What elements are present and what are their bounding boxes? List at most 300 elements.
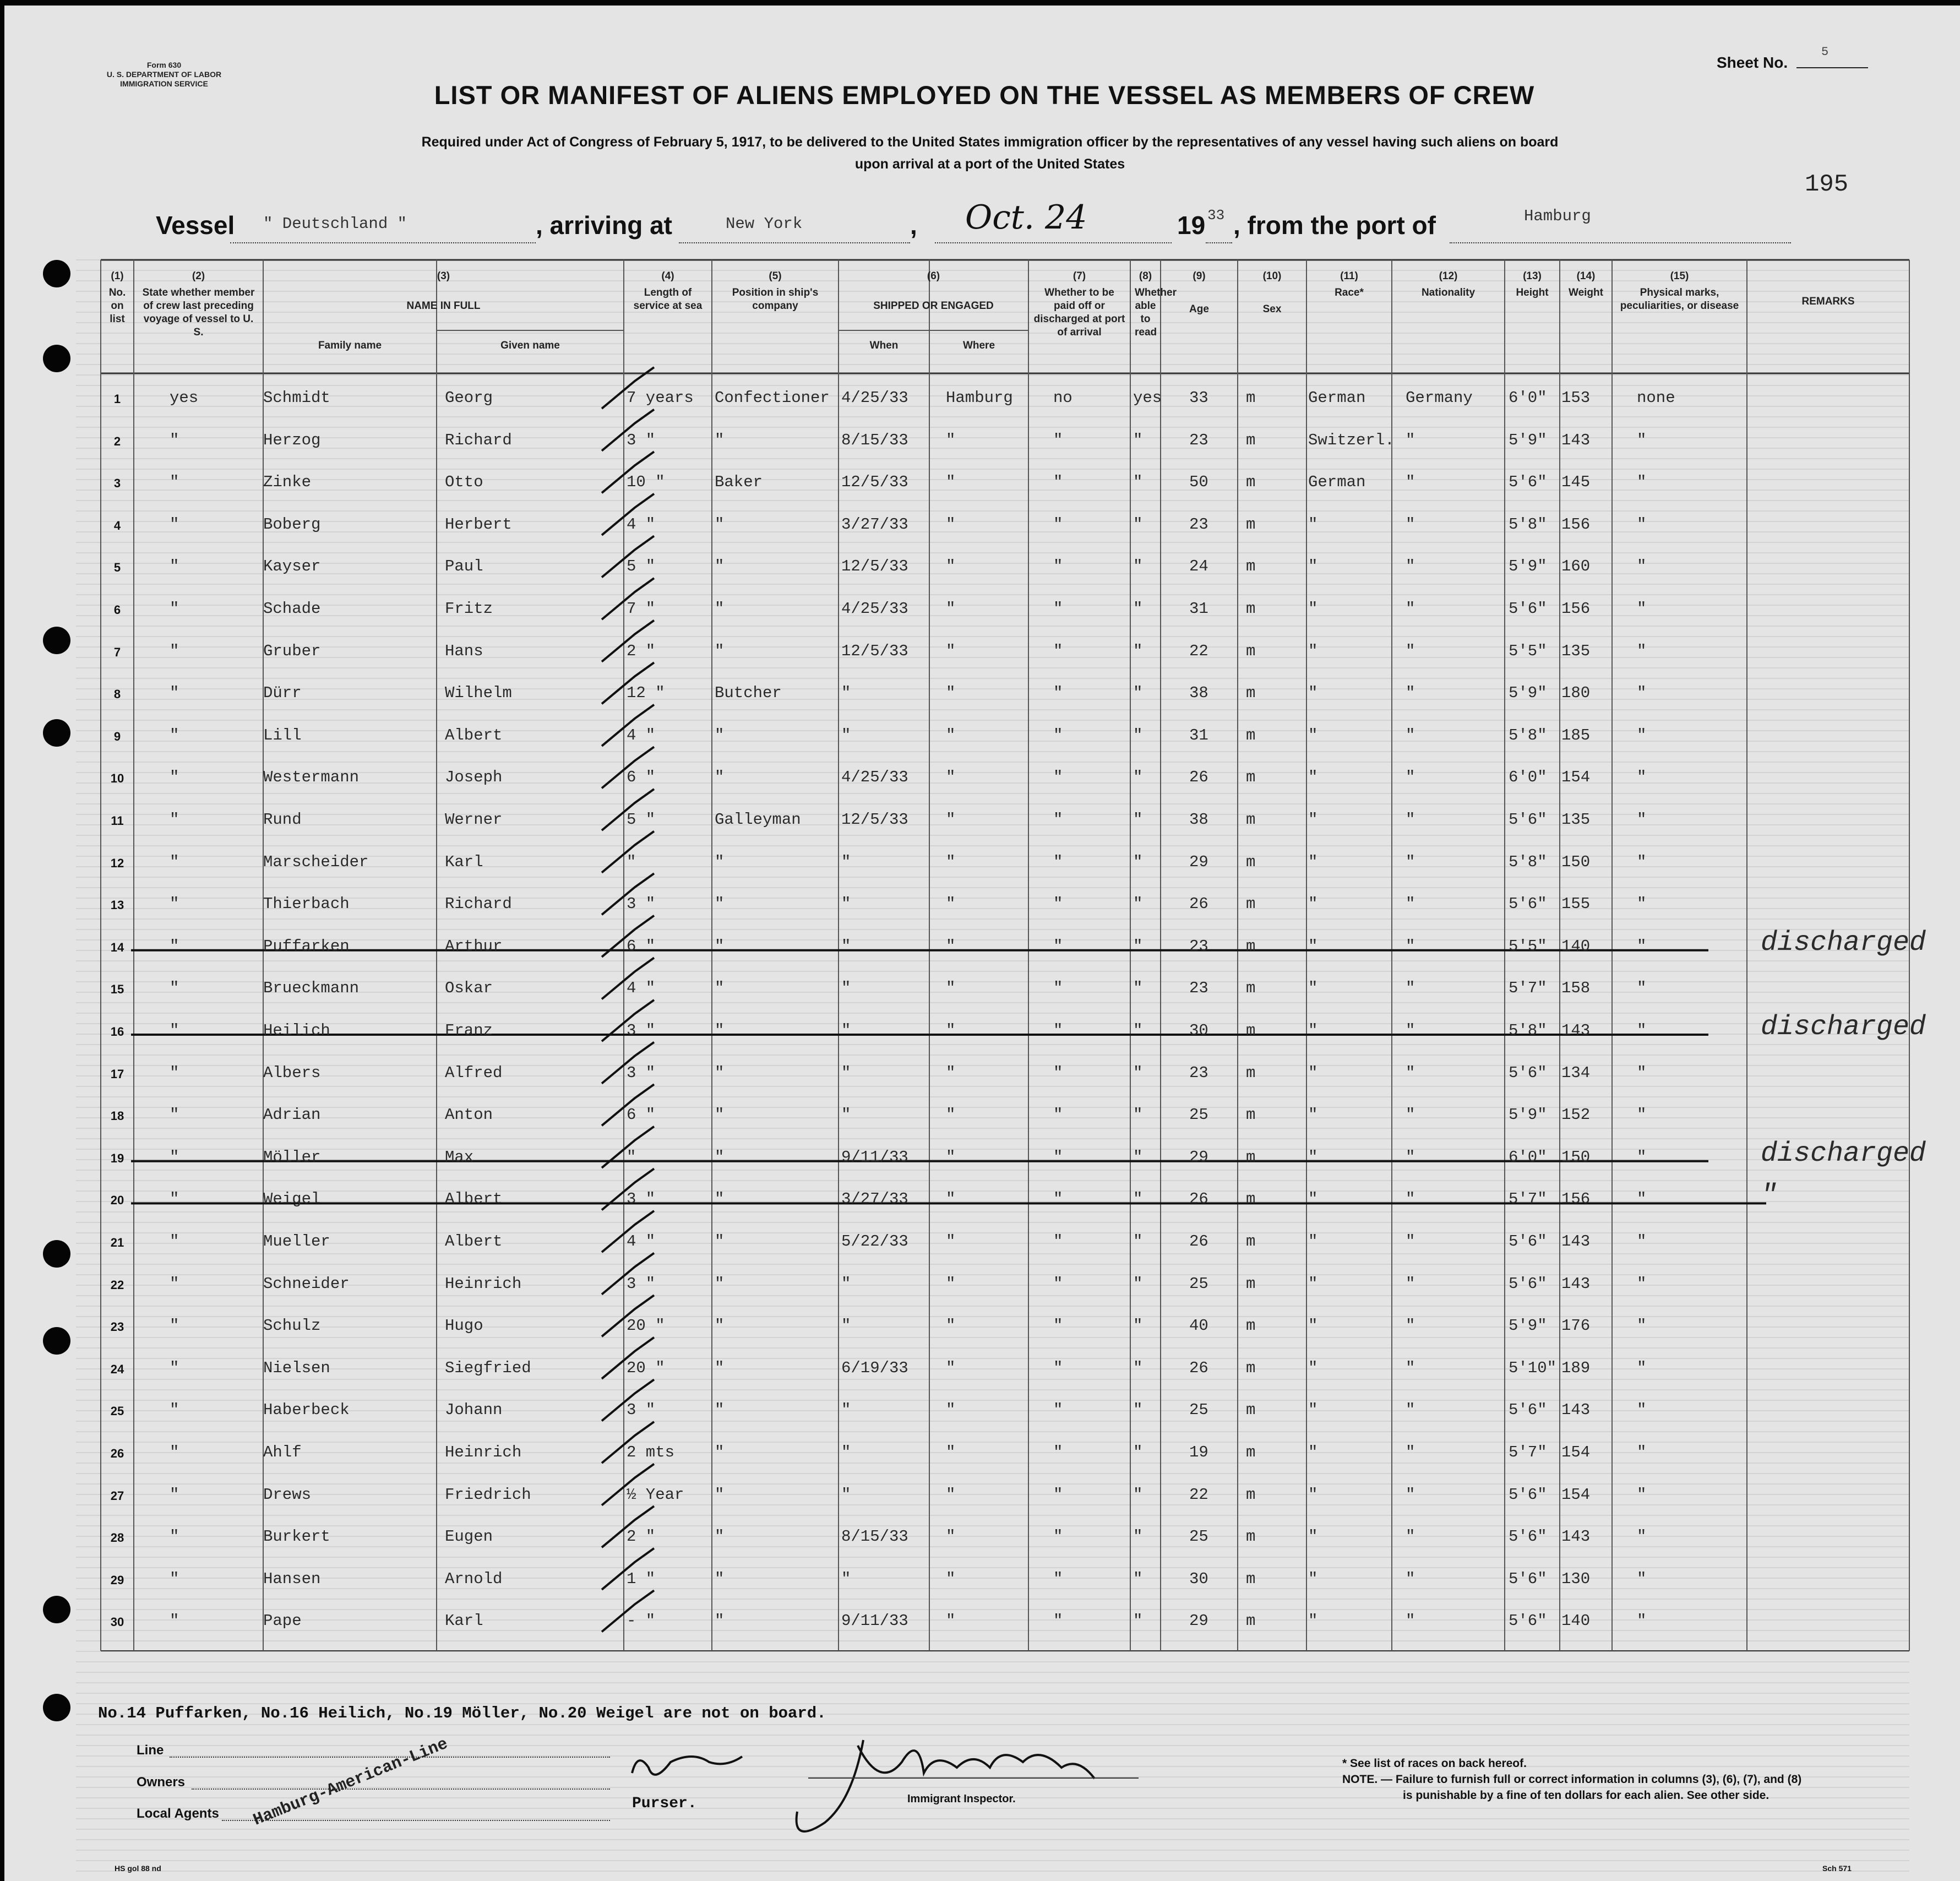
cell-height: 5'6" (1509, 1274, 1547, 1293)
cell-paid: " (1053, 1190, 1063, 1209)
cell-position: " (715, 431, 725, 449)
column-label: Position in ship's company (732, 287, 819, 312)
cell-read: " (1133, 852, 1143, 871)
cell-prev: " (170, 1443, 179, 1461)
cell-where: " (946, 515, 956, 534)
cell-weight: 143 (1561, 1527, 1591, 1546)
cell-family: Marscheider (263, 852, 369, 871)
cell-nationality: " (1406, 937, 1415, 955)
row-number: 18 (110, 1109, 124, 1123)
cell-where: " (946, 726, 956, 744)
cell-marks: " (1637, 515, 1647, 534)
cell-prev: " (170, 1569, 179, 1588)
cell-height: 5'9" (1509, 431, 1547, 449)
column-header (1505, 270, 1560, 300)
sheet-number-label: Sheet No. (1717, 54, 1788, 71)
column-number: (5) (769, 270, 782, 282)
cell-given: Arthur (445, 937, 503, 955)
cell-sex: m (1246, 1401, 1256, 1420)
cell-remarks: discharged (1761, 1138, 1926, 1170)
cell-weight: 158 (1561, 979, 1591, 998)
cell-where: " (946, 1232, 956, 1251)
cell-paid: " (1053, 1527, 1063, 1546)
cell-nationality: " (1406, 642, 1415, 660)
cell-nationality: " (1406, 1569, 1415, 1588)
cell-when: 5/22/33 (841, 1232, 908, 1251)
column-header (1560, 270, 1612, 300)
column-label: Whether able to read (1135, 287, 1177, 338)
cell-weight: 143 (1561, 431, 1591, 449)
cell-when: " (841, 1443, 851, 1461)
cell-nationality: " (1406, 1190, 1415, 1209)
subheader-family: Family name (318, 340, 382, 351)
sheet-number-value: 5 (1821, 45, 1829, 59)
cell-age: 23 (1189, 979, 1208, 998)
cell-prev: " (170, 1274, 179, 1293)
cell-race: " (1308, 1063, 1318, 1082)
purser-signature (632, 1757, 742, 1775)
cell-race: " (1308, 515, 1318, 534)
cell-prev: " (170, 1021, 179, 1040)
cell-race: " (1308, 600, 1318, 618)
cell-nationality: " (1406, 1274, 1415, 1293)
cell-weight: 145 (1561, 473, 1591, 492)
cell-sex: m (1246, 811, 1256, 829)
cell-sex: m (1246, 895, 1256, 914)
cell-read: " (1133, 1232, 1143, 1251)
cell-given: Friedrich (445, 1485, 531, 1504)
cell-service: 3 " (627, 1401, 656, 1420)
row-number: 9 (113, 729, 121, 743)
cell-nationality: " (1406, 515, 1415, 534)
cell-marks: " (1637, 937, 1647, 955)
cell-age: 25 (1189, 1106, 1208, 1124)
cell-position: Butcher (715, 684, 782, 703)
cell-paid: " (1053, 1232, 1063, 1251)
cell-read: " (1133, 1106, 1143, 1124)
cell-sex: m (1246, 473, 1256, 492)
cell-weight: 180 (1561, 684, 1591, 703)
cell-race: " (1308, 557, 1318, 576)
cell-race: " (1308, 684, 1318, 703)
cell-where: " (946, 895, 956, 914)
cell-age: 29 (1189, 1612, 1208, 1630)
cell-service: 2 " (627, 1527, 656, 1546)
cell-position: " (715, 1190, 725, 1209)
cell-marks: " (1637, 557, 1647, 576)
cell-nationality: " (1406, 1527, 1415, 1546)
column-label: Physical marks, peculiarities, or disease (1620, 287, 1739, 312)
cell-read: " (1133, 1021, 1143, 1040)
cell-race: German (1308, 389, 1366, 407)
cell-nationality: " (1406, 1485, 1415, 1504)
cell-when: 3/27/33 (841, 1190, 908, 1209)
column-number: (11) (1340, 270, 1358, 282)
cell-height: 5'8" (1509, 515, 1547, 534)
cell-paid: " (1053, 1021, 1063, 1040)
column-label: Race* (1335, 287, 1364, 298)
inspector-label: Immigrant Inspector. (907, 1793, 1016, 1805)
cell-family: Zinke (263, 473, 312, 492)
cell-paid: " (1053, 895, 1063, 914)
cell-when: " (841, 1317, 851, 1335)
column-number: (3) (437, 270, 450, 282)
cell-marks: " (1637, 1021, 1647, 1040)
races-footnote: * See list of races on back hereof. (1342, 1757, 1527, 1770)
cell-weight: 189 (1561, 1358, 1591, 1377)
cell-when: " (841, 979, 851, 998)
cell-sex: m (1246, 600, 1256, 618)
cell-family: Schade (263, 600, 321, 618)
cell-family: Mueller (263, 1232, 330, 1251)
cell-nationality: " (1406, 768, 1415, 787)
cell-paid: " (1053, 515, 1063, 534)
row-number: 13 (110, 898, 124, 912)
cell-age: 31 (1189, 726, 1208, 744)
cell-sex: m (1246, 1232, 1256, 1251)
cell-nationality: " (1406, 979, 1415, 998)
cell-given: Heinrich (445, 1274, 522, 1293)
cell-weight: 156 (1561, 600, 1591, 618)
cell-position: " (715, 768, 725, 787)
cell-given: Karl (445, 1612, 483, 1630)
cell-age: 26 (1189, 1190, 1208, 1209)
cell-position: Confectioner (715, 389, 830, 407)
row-number: 11 (111, 814, 124, 828)
cell-given: Albert (445, 726, 503, 744)
cell-age: 23 (1189, 515, 1208, 534)
comma-separator: , (910, 211, 917, 240)
cell-service: - " (627, 1612, 656, 1630)
cell-nationality: " (1406, 726, 1415, 744)
cell-height: 5'9" (1509, 684, 1547, 703)
cell-read: " (1133, 600, 1143, 618)
cell-race: " (1308, 642, 1318, 660)
cell-when: " (841, 1063, 851, 1082)
cell-race: " (1308, 937, 1318, 955)
cell-family: Haberbeck (263, 1401, 350, 1420)
row-number: 16 (110, 1025, 124, 1039)
cell-position: " (715, 1443, 725, 1461)
row-number: 6 (113, 603, 121, 617)
cell-prev: " (170, 642, 179, 660)
cell-sex: m (1246, 1190, 1256, 1209)
cell-prev: " (170, 979, 179, 998)
column-number: (2) (192, 270, 205, 282)
column-number: (10) (1262, 270, 1282, 282)
cell-nationality: " (1406, 1401, 1415, 1420)
cell-marks: " (1637, 1190, 1647, 1209)
cell-sex: m (1246, 1148, 1256, 1166)
cell-age: 26 (1189, 1232, 1208, 1251)
cell-prev: " (170, 726, 179, 744)
cell-read: yes (1133, 389, 1162, 407)
row-number: 2 (113, 434, 121, 448)
cell-race: " (1308, 1358, 1318, 1377)
column-label: Weight (1569, 287, 1603, 298)
cell-service: 3 " (627, 431, 656, 449)
column-number: (15) (1670, 270, 1689, 282)
cell-service: 3 " (627, 1274, 656, 1293)
cell-age: 23 (1189, 431, 1208, 449)
cell-race: " (1308, 1485, 1318, 1504)
column-number: (7) (1072, 270, 1086, 282)
cell-prev: " (170, 473, 179, 492)
cell-marks: " (1637, 1358, 1647, 1377)
cell-read: " (1133, 895, 1143, 914)
column-number: (14) (1576, 270, 1596, 282)
cell-race: " (1308, 852, 1318, 871)
cell-weight: 154 (1561, 1443, 1591, 1461)
cell-height: 5'10" (1509, 1358, 1557, 1377)
cell-prev: " (170, 1317, 179, 1335)
cell-height: 5'7" (1509, 979, 1547, 998)
cell-where: " (946, 1317, 956, 1335)
cell-service: 2 mts (627, 1443, 675, 1461)
cell-when: " (841, 937, 851, 955)
cell-marks: " (1637, 431, 1647, 449)
cell-age: 22 (1189, 1485, 1208, 1504)
subheader-when: When (869, 340, 899, 351)
cell-age: 29 (1189, 1148, 1208, 1166)
cell-position: " (715, 1021, 725, 1040)
cell-position: " (715, 852, 725, 871)
cell-marks: " (1637, 1317, 1647, 1335)
cell-when: " (841, 1569, 851, 1588)
cell-when: " (841, 1274, 851, 1293)
cell-service: 5 " (627, 811, 656, 829)
cell-prev: " (170, 852, 179, 871)
cell-age: 24 (1189, 557, 1208, 576)
cell-position: " (715, 1106, 725, 1124)
cell-nationality: " (1406, 852, 1415, 871)
cell-marks: " (1637, 895, 1647, 914)
cell-position: " (715, 726, 725, 744)
cell-position: Galleyman (715, 811, 801, 829)
cell-remarks: " (1761, 1180, 1778, 1212)
department-name: U. S. DEPARTMENT OF LABOR (106, 70, 222, 79)
cell-position: " (715, 979, 725, 998)
cell-weight: 153 (1561, 389, 1591, 407)
cell-service: 3 " (627, 1021, 656, 1040)
cell-age: 30 (1189, 1021, 1208, 1040)
row-number: 5 (113, 561, 121, 575)
cell-service: 20 " (627, 1317, 665, 1335)
cell-where: " (946, 1612, 956, 1630)
cell-position: " (715, 1063, 725, 1082)
owners-field-line (192, 1788, 610, 1790)
row-number: 7 (113, 645, 121, 659)
column-label: REMARKS (1801, 296, 1855, 307)
cell-position: " (715, 1232, 725, 1251)
cell-service: 6 " (627, 1106, 656, 1124)
cell-marks: " (1637, 1443, 1647, 1461)
cell-age: 23 (1189, 1063, 1208, 1082)
cell-family: Boberg (263, 515, 321, 534)
cell-weight: 140 (1561, 937, 1591, 955)
cell-paid: " (1053, 1317, 1063, 1335)
cell-weight: 135 (1561, 811, 1591, 829)
cell-where: " (946, 1401, 956, 1420)
print-code: HS gol 88 nd (115, 1864, 161, 1873)
cell-weight: 130 (1561, 1569, 1591, 1588)
cell-given: Anton (445, 1106, 493, 1124)
cell-given: Siegfried (445, 1358, 531, 1377)
cell-family: Schneider (263, 1274, 350, 1293)
cell-family: Rund (263, 811, 302, 829)
column-label: Length of service at sea (633, 287, 703, 312)
cell-height: 5'9" (1509, 1106, 1547, 1124)
row-number: 1 (113, 392, 121, 406)
year-prefix: 19 (1177, 211, 1206, 240)
cell-race: " (1308, 1317, 1318, 1335)
cell-service: 7 " (627, 600, 656, 618)
cell-position: " (715, 557, 725, 576)
from-port-value: Hamburg (1524, 207, 1591, 225)
cell-paid: " (1053, 726, 1063, 744)
column-header (1028, 270, 1130, 339)
cell-where: " (946, 1527, 956, 1546)
year-suffix-value: 33 (1207, 207, 1225, 224)
cell-when: " (841, 852, 851, 871)
cell-paid: " (1053, 1106, 1063, 1124)
row-number: 4 (113, 518, 121, 532)
cell-nationality: " (1406, 684, 1415, 703)
column-header (1306, 270, 1392, 300)
column-number: (9) (1193, 270, 1206, 282)
cell-sex: m (1246, 684, 1256, 703)
column-label: SHIPPED OR ENGAGED (873, 300, 994, 312)
cell-paid: " (1053, 937, 1063, 955)
arriving-label: , arriving at (536, 211, 672, 240)
cell-service: 1 " (627, 1569, 656, 1588)
cell-nationality: " (1406, 473, 1415, 492)
cell-when: 12/5/33 (841, 557, 908, 576)
row-number: 27 (110, 1488, 124, 1503)
cell-paid: " (1053, 1569, 1063, 1588)
cell-read: " (1133, 557, 1143, 576)
cell-read: " (1133, 1148, 1143, 1166)
cell-weight: 160 (1561, 557, 1591, 576)
cell-family: Brueckmann (263, 979, 360, 998)
cell-family: Drews (263, 1485, 312, 1504)
cell-when: 4/25/33 (841, 389, 908, 407)
column-header (1747, 292, 1909, 308)
cell-age: 22 (1189, 642, 1208, 660)
cell-read: " (1133, 431, 1143, 449)
column-number: (4) (661, 270, 674, 282)
cell-height: 5'6" (1509, 1401, 1547, 1420)
cell-paid: " (1053, 979, 1063, 998)
cell-read: " (1133, 1485, 1143, 1504)
cell-prev: " (170, 937, 179, 955)
cell-service: 6 " (627, 937, 656, 955)
column-number: (8) (1139, 270, 1152, 282)
cell-sex: m (1246, 1485, 1256, 1504)
cell-read: " (1133, 684, 1143, 703)
cell-read: " (1133, 1569, 1143, 1588)
service-name: IMMIGRATION SERVICE (120, 79, 208, 88)
cell-when: " (841, 726, 851, 744)
cell-nationality: Germany (1406, 389, 1473, 407)
cell-family: Weigel (263, 1190, 321, 1209)
cell-when: 12/5/33 (841, 642, 908, 660)
cell-height: 5'6" (1509, 1527, 1547, 1546)
cell-prev: " (170, 1232, 179, 1251)
cell-read: " (1133, 726, 1143, 744)
cell-age: 23 (1189, 937, 1208, 955)
cell-age: 26 (1189, 895, 1208, 914)
cell-marks: " (1637, 1569, 1647, 1588)
cell-prev: " (170, 1401, 179, 1420)
cell-where: " (946, 1190, 956, 1209)
column-label: Whether to be paid off or discharged at port of arrival (1033, 287, 1125, 338)
cell-height: 5'6" (1509, 600, 1547, 618)
cell-age: 40 (1189, 1317, 1208, 1335)
row-number: 21 (110, 1236, 124, 1249)
cell-height: 5'9" (1509, 557, 1547, 576)
cell-sex: m (1246, 557, 1256, 576)
cell-nationality: " (1406, 1443, 1415, 1461)
cell-family: Burkert (263, 1527, 330, 1546)
cell-race: " (1308, 1612, 1318, 1630)
cell-position: " (715, 895, 725, 914)
cell-prev: " (170, 811, 179, 829)
row-number: 3 (113, 476, 121, 491)
cell-race: " (1308, 895, 1318, 914)
owners-label: Owners (137, 1775, 186, 1790)
cell-position: " (715, 1274, 725, 1293)
cell-service: 6 " (627, 768, 656, 787)
cell-prev: " (170, 684, 179, 703)
cell-when: 8/15/33 (841, 431, 908, 449)
cell-given: Wilhelm (445, 684, 512, 703)
cell-weight: 143 (1561, 1021, 1591, 1040)
cell-service: 4 " (627, 726, 656, 744)
cell-prev: " (170, 1190, 179, 1209)
cell-marks: " (1637, 852, 1647, 871)
cell-read: " (1133, 768, 1143, 787)
cell-prev: " (170, 768, 179, 787)
cell-when: 3/27/33 (841, 515, 908, 534)
cell-given: Georg (445, 389, 493, 407)
agents-stamp: Hamburg-American-Line (251, 1735, 451, 1830)
cell-prev: " (170, 557, 179, 576)
cell-family: Heilich (263, 1021, 330, 1040)
cell-family: Adrian (263, 1106, 321, 1124)
cell-service: 7 years (627, 389, 694, 407)
cell-paid: " (1053, 768, 1063, 787)
cell-remarks: discharged (1761, 1012, 1926, 1043)
cell-position: " (715, 642, 725, 660)
cell-nationality: " (1406, 1317, 1415, 1335)
cell-height: 6'0" (1509, 1148, 1547, 1166)
cell-height: 5'6" (1509, 1063, 1547, 1082)
cell-age: 25 (1189, 1401, 1208, 1420)
cell-weight: 176 (1561, 1317, 1591, 1335)
vessel-label: Vessel (156, 211, 235, 240)
cell-service: 3 " (627, 895, 656, 914)
cell-race: " (1308, 1274, 1318, 1293)
column-number: (13) (1523, 270, 1542, 282)
cell-when: 4/25/33 (841, 600, 908, 618)
cell-nationality: " (1406, 557, 1415, 576)
cell-prev: " (170, 1485, 179, 1504)
cell-nationality: " (1406, 895, 1415, 914)
cell-where: Hamburg (946, 389, 1013, 407)
cell-age: 25 (1189, 1274, 1208, 1293)
form-number: Form 630 (146, 61, 182, 69)
